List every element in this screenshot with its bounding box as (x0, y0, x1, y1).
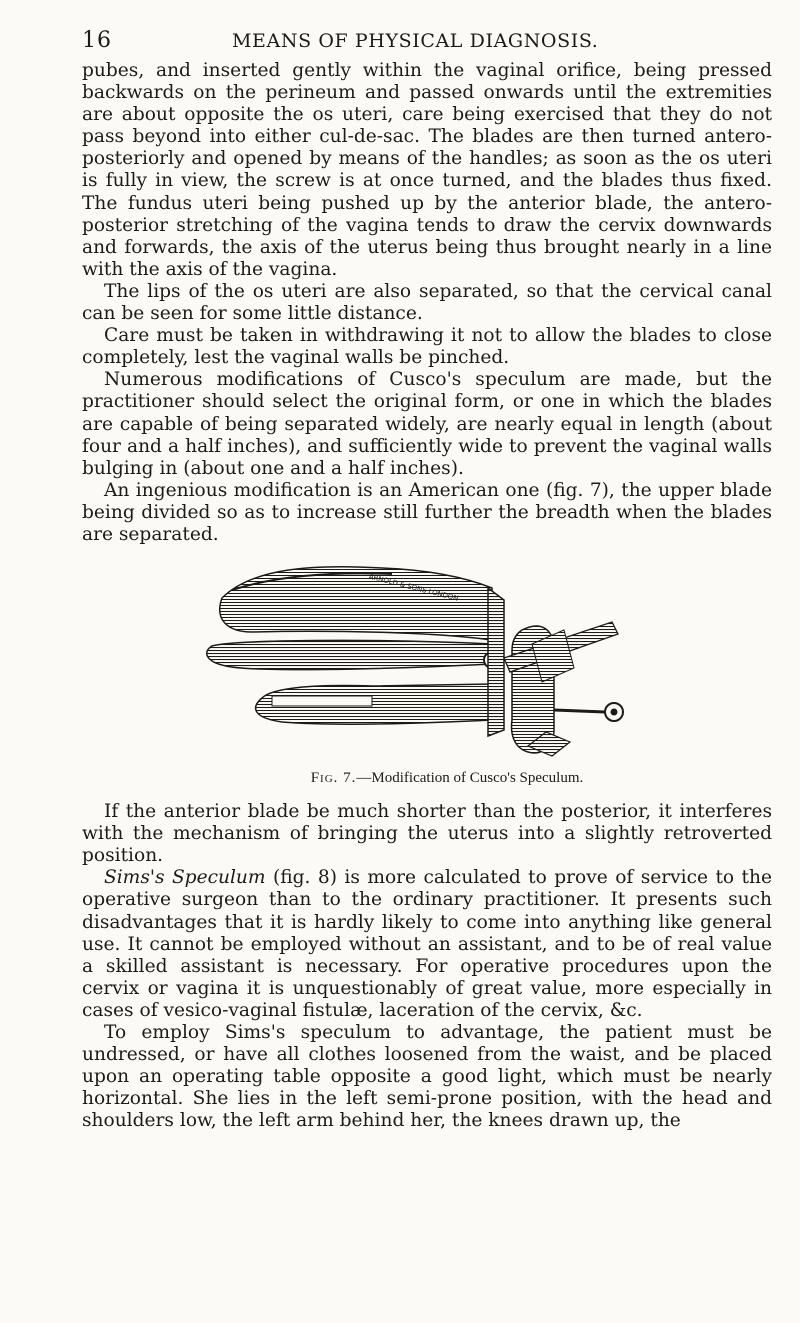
paragraph: Numerous modifications of Cusco's speculum are made, but the practitioner should select the original form, or one in which the blades are capable of being separated widely, are nearly equal in length (about four and a half inches), and sufficiently wide to prevent the vaginal walls bulging in (about one and a half inches). (82, 369, 772, 479)
sims-speculum-heading: Sims's Speculum (104, 867, 266, 889)
paragraph: If the anterior blade be much shorter than the posterior, it interferes with the mechanism of bringing the uterus into a slightly retroverted position. (82, 801, 772, 867)
paragraph: To employ Sims's speculum to advantage, the patient must be undressed, or have all clothes loosened from the waist, and be placed upon an operating table opposite a good light, which must be nearly horizontal. She lies in the left semi-prone position, with the head and shoulders low, the left arm behind her, the knees drawn up, the (82, 1022, 772, 1132)
figure-caption-text: —Modification of Cusco's Speculum. (356, 770, 584, 787)
running-header (82, 26, 772, 60)
book-page (82, 26, 772, 1132)
figure-speculum (82, 560, 772, 770)
figure-label: Fig. 7. (310, 770, 357, 787)
paragraph: The lips of the os uteri are also separated, so that the cervical canal can be seen for some little distance. (82, 280, 772, 325)
paragraph: An ingenious modification is an American one (fig. 7), the upper blade being divided so as to increase still further the breadth when the blades are separated. (82, 479, 772, 545)
running-title: MEANS OF PHYSICAL DIAGNOSIS. (232, 30, 599, 52)
figure-caption (122, 770, 772, 787)
body-text-top (82, 60, 772, 546)
paragraph (82, 867, 772, 1022)
paragraph-text: (fig. 8) is more calculated to prove of service to the operative surgeon than to the ordinary practitioner. It presents such disadvantages that it is hardly likely to come into anything like general use. It cannot be employed without an assistant, and to be of real value a skilled assistant is necessary. For operative procedures upon the cervix or vagina it is unquestionably of great value, more especially in cases of vesico-vaginal fistulæ, laceration of the cervix, &c. (82, 867, 772, 1021)
upper-blade (220, 567, 492, 640)
speculum-illustration (192, 560, 632, 770)
paragraph: Care must be taken in withdrawing it not to allow the blades to close completely, lest the vaginal walls be pinched. (82, 325, 772, 369)
maker-mark: ARNOLD & SONS LONDON (367, 572, 460, 603)
page-number: 16 (82, 28, 112, 53)
paragraph: pubes, and inserted gently within the vaginal orifice, being pressed backwards on the perineum and passed onwards until the extremities are about opposite the os uteri, care being exercised that they do not pass beyond into either cul-de-sac. The blades are then turned antero-posteriorly and opened by means of the handles; as soon as the os uteri is fully in view, the screw is at once turned, and the blades thus fixed. The fundus uteri being pushed up by the anterior blade, the antero-posterior stretching of the vagina tends to draw the cervix downwards and forwards, the axis of the uterus being thus brought nearly in a line with the axis of the vagina. (82, 60, 772, 280)
body-text-bottom (82, 801, 772, 1132)
middle-blade (207, 640, 492, 669)
